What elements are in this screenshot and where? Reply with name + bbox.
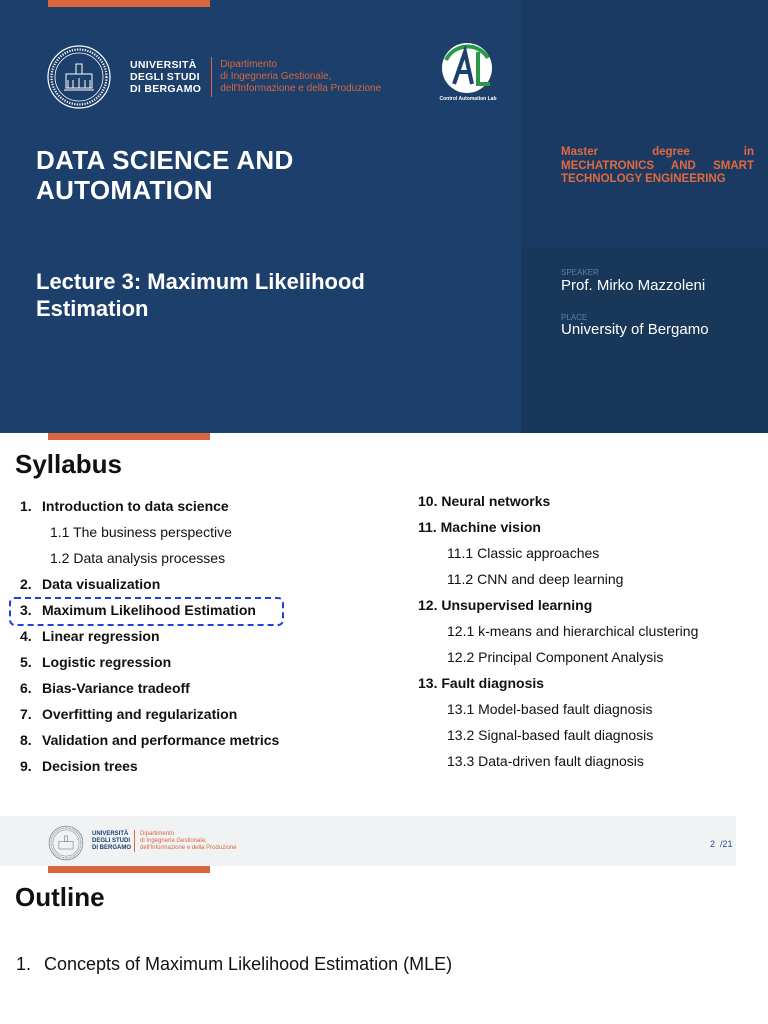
outline-item: 1. Concepts of Maximum Likelihood Estimation (MLE): [16, 954, 453, 974]
syllabus-subitem: 12.2 Principal Component Analysis: [447, 649, 664, 665]
lab-caption: Control Automation Lab: [439, 96, 497, 102]
accent-bar: [48, 433, 210, 440]
university-seal-icon: [46, 44, 112, 110]
lecture-title: Lecture 3: Maximum Likelihood Estimation: [36, 269, 365, 321]
footer-university-name: UNIVERSITÀ DEGLI STUDI DI BERGAMO: [92, 831, 131, 851]
accent-bar: [48, 866, 210, 873]
syllabus-subitem: 12.1 k-means and hierarchical clustering: [447, 623, 699, 639]
syllabus-item: 11. Machine vision: [418, 519, 541, 535]
accent-bar: [48, 0, 210, 7]
syllabus-item: 4. Linear regression: [20, 628, 160, 644]
slide-footer: [0, 816, 736, 866]
degree-program: Master degree in MECHATRONICS AND SMART TECHNOLOGY ENGINEERING: [561, 146, 754, 185]
syllabus-subitem: 11.1 Classic approaches: [447, 545, 600, 561]
syllabus-subitem: 13.1 Model-based fault diagnosis: [447, 701, 653, 717]
footer-department-name: Dipartimento di Ingegneria Gestionale, dell'Informazione e della Produzione: [140, 831, 237, 851]
course-title: DATA SCIENCE AND AUTOMATION: [36, 145, 294, 205]
title-slide: [0, 0, 768, 433]
syllabus-subitem: 13.2 Signal-based fault diagnosis: [447, 727, 654, 743]
syllabus-item: 12. Unsupervised learning: [418, 597, 593, 613]
university-name: UNIVERSITÀ DEGLI STUDI DI BERGAMO: [130, 59, 202, 95]
logo-separator: [211, 57, 212, 97]
speaker-name: Prof. Mirko Mazzoleni: [561, 277, 706, 294]
syllabus-item: 7. Overfitting and regularization: [20, 706, 238, 722]
place-label: PLACE: [561, 313, 588, 322]
syllabus-slide: [0, 433, 768, 866]
speaker-label: SPEAKER: [561, 268, 599, 277]
syllabus-item-current: 3. Maximum Likelihood Estimation: [20, 602, 256, 618]
university-seal-icon: [48, 825, 84, 861]
syllabus-item: 5. Logistic regression: [20, 654, 172, 670]
syllabus-item: 9. Decision trees: [20, 758, 138, 774]
footer-separator: [134, 830, 135, 852]
page-number: 2 /21: [710, 839, 733, 849]
title-right-panel-lower: [521, 248, 768, 433]
syllabus-subitem: 11.2 CNN and deep learning: [447, 571, 624, 587]
syllabus-item: 10. Neural networks: [418, 493, 551, 509]
syllabus-subitem: 13.3 Data-driven fault diagnosis: [447, 753, 644, 769]
syllabus-item: 2. Data visualization: [20, 576, 161, 592]
syllabus-subitem: 1.1 The business perspective: [50, 524, 232, 540]
syllabus-item: 6. Bias-Variance tradeoff: [20, 680, 190, 696]
place-name: University of Bergamo: [561, 321, 709, 338]
syllabus-subitem: 1.2 Data analysis processes: [50, 550, 226, 566]
syllabus-heading: Syllabus: [15, 449, 122, 479]
outline-heading: Outline: [15, 882, 105, 912]
outline-slide: [0, 866, 768, 1024]
syllabus-item: 13. Fault diagnosis: [418, 675, 545, 691]
university-logo: [46, 44, 381, 110]
syllabus-item: 8. Validation and performance metrics: [20, 732, 280, 748]
department-name: Dipartimento di Ingegneria Gestionale, dell'Informazione e della Produzione: [220, 59, 382, 94]
syllabus-item: 1. Introduction to data science: [20, 498, 229, 514]
